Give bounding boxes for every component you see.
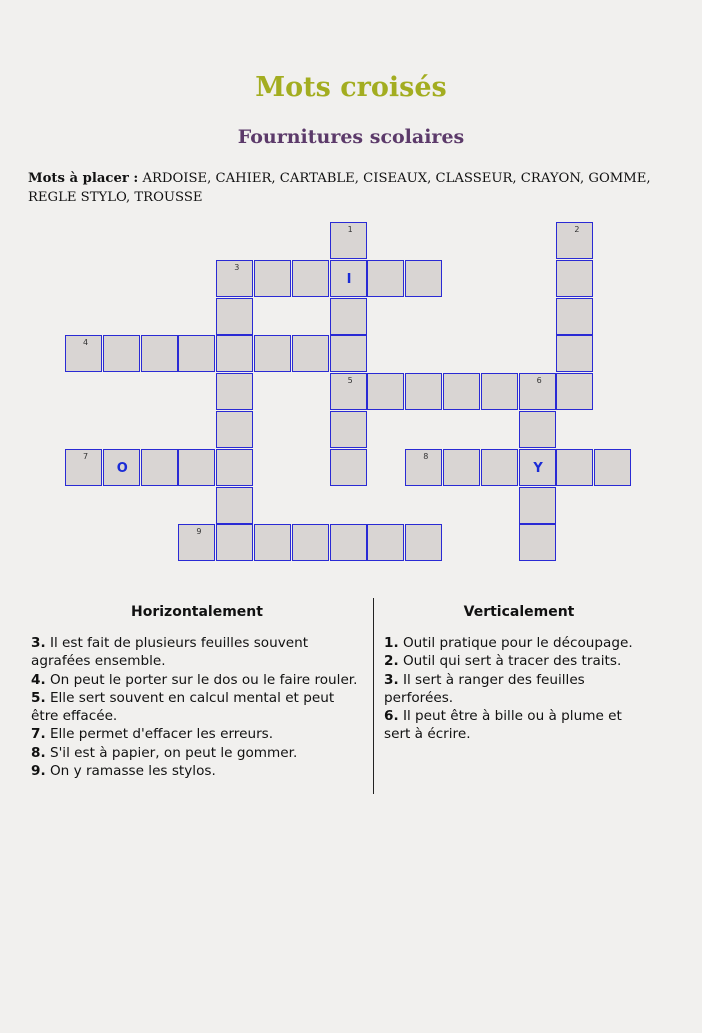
grid-cell[interactable] bbox=[178, 449, 215, 486]
grid-cell[interactable] bbox=[556, 260, 593, 297]
grid-cell[interactable] bbox=[65, 335, 102, 372]
clue-number: 6 bbox=[536, 376, 542, 386]
clue-line bbox=[31, 689, 371, 707]
grid-cell[interactable] bbox=[556, 298, 593, 335]
grid-cell[interactable] bbox=[405, 260, 442, 297]
clue-number: 7 bbox=[83, 451, 89, 461]
clue-number-label: 1. bbox=[384, 635, 399, 651]
grid-cell[interactable] bbox=[178, 335, 215, 372]
clue-text: perforées. bbox=[384, 689, 454, 706]
grid-cell[interactable] bbox=[405, 449, 442, 486]
grid-cell[interactable] bbox=[216, 335, 253, 372]
column-divider bbox=[373, 598, 374, 794]
grid-cell[interactable] bbox=[519, 373, 556, 410]
horizontal-heading: Horizontalement bbox=[131, 604, 263, 620]
grid-cell[interactable] bbox=[330, 335, 367, 372]
grid-cell[interactable] bbox=[141, 449, 178, 486]
grid-cell[interactable] bbox=[103, 335, 140, 372]
clue-line bbox=[384, 725, 684, 743]
clue-line bbox=[31, 744, 371, 762]
grid-cell[interactable] bbox=[216, 449, 253, 486]
grid-cell[interactable] bbox=[556, 449, 593, 486]
grid-cell[interactable] bbox=[367, 260, 404, 297]
grid-cell[interactable] bbox=[330, 449, 367, 486]
clue-line bbox=[384, 689, 684, 707]
grid-cell[interactable] bbox=[594, 449, 631, 486]
word-list-words: ARDOISE, CAHIER, CARTABLE, CISEAUX, CLASSEUR, CRAYON, GOMME, REGLE STYLO, TROUSSE bbox=[28, 171, 651, 205]
clue-text: Il sert à ranger des feuilles bbox=[398, 671, 585, 688]
clue-number: 9 bbox=[196, 527, 202, 537]
grid-cell[interactable] bbox=[330, 411, 367, 448]
grid-cell[interactable] bbox=[481, 449, 518, 486]
grid-cell[interactable] bbox=[292, 335, 329, 372]
page-title: Mots croisés bbox=[255, 72, 447, 103]
clue-text: Elle sert souvent en calcul mental et peut bbox=[45, 689, 335, 706]
grid-cell[interactable] bbox=[216, 487, 253, 524]
grid-cell[interactable] bbox=[254, 524, 291, 561]
clue-line bbox=[384, 652, 684, 670]
grid-cell[interactable] bbox=[519, 487, 556, 524]
grid-cell[interactable] bbox=[405, 524, 442, 561]
clue-number: 8 bbox=[423, 451, 429, 461]
grid-cell[interactable] bbox=[556, 373, 593, 410]
clue-line bbox=[31, 725, 371, 743]
grid-cell[interactable] bbox=[330, 373, 367, 410]
clue-line bbox=[384, 634, 684, 652]
grid-cell[interactable] bbox=[405, 373, 442, 410]
grid-cell[interactable] bbox=[216, 298, 253, 335]
grid-cell[interactable] bbox=[141, 335, 178, 372]
word-list bbox=[28, 169, 688, 207]
clue-number-label: 4. bbox=[31, 671, 46, 688]
clue-line bbox=[31, 652, 371, 670]
clue-number-label: 3. bbox=[31, 635, 46, 651]
grid-cell[interactable] bbox=[519, 524, 556, 561]
clue-number-label: 3. bbox=[384, 671, 399, 688]
clue-text: Outil pratique pour le découpage. bbox=[398, 635, 633, 651]
given-letter: I bbox=[346, 271, 352, 287]
grid-cell[interactable] bbox=[65, 449, 102, 486]
grid-cell[interactable] bbox=[330, 222, 367, 259]
clue-text: agrafées ensemble. bbox=[31, 653, 166, 670]
grid-cell[interactable] bbox=[330, 298, 367, 335]
clue-number-label: 7. bbox=[31, 726, 46, 743]
clue-number: 4 bbox=[83, 338, 89, 348]
clue-text: être effacée. bbox=[31, 708, 118, 725]
grid-cell[interactable] bbox=[216, 411, 253, 448]
clue-number: 2 bbox=[574, 225, 580, 234]
clue-text: S'il est à papier, on peut le gommer. bbox=[45, 744, 298, 761]
grid-cell[interactable] bbox=[443, 373, 480, 410]
clue-number: 1 bbox=[347, 225, 353, 234]
clue-number: 5 bbox=[347, 376, 353, 386]
grid-cell[interactable] bbox=[178, 524, 215, 561]
grid-cell[interactable] bbox=[519, 449, 556, 486]
page-subtitle: Fournitures scolaires bbox=[237, 126, 465, 148]
horizontal-clues bbox=[31, 634, 371, 780]
clue-line bbox=[31, 671, 371, 689]
clue-line bbox=[31, 707, 371, 725]
grid-cell[interactable] bbox=[519, 411, 556, 448]
clue-text: Il peut être à bille ou à plume et bbox=[398, 708, 622, 725]
grid-cell[interactable] bbox=[103, 449, 140, 486]
clue-text: Outil qui sert à tracer des traits. bbox=[398, 653, 622, 670]
grid-cell[interactable] bbox=[556, 335, 593, 372]
vertical-heading: Verticalement bbox=[463, 604, 575, 620]
grid-cell[interactable] bbox=[292, 524, 329, 561]
word-list-label: Mots à placer : bbox=[28, 171, 139, 186]
grid-cell[interactable] bbox=[367, 373, 404, 410]
grid-cell[interactable] bbox=[367, 524, 404, 561]
grid-cell[interactable] bbox=[254, 260, 291, 297]
grid-cell[interactable] bbox=[481, 373, 518, 410]
grid-cell[interactable] bbox=[330, 260, 367, 297]
clue-number-label: 6. bbox=[384, 708, 399, 725]
vertical-clues bbox=[384, 634, 684, 744]
clue-line bbox=[384, 707, 684, 725]
clue-line bbox=[384, 671, 684, 689]
grid-cell[interactable] bbox=[292, 260, 329, 297]
given-letter: Y bbox=[533, 460, 543, 476]
grid-cell[interactable] bbox=[216, 524, 253, 561]
clue-text: Elle permet d'effacer les erreurs. bbox=[45, 726, 274, 743]
given-letter: O bbox=[116, 460, 128, 476]
grid-cell[interactable] bbox=[216, 260, 253, 297]
clue-line bbox=[31, 634, 371, 652]
grid-cell[interactable] bbox=[443, 449, 480, 486]
grid-cell[interactable] bbox=[216, 373, 253, 410]
clue-text: sert à écrire. bbox=[384, 726, 471, 743]
clue-line bbox=[31, 762, 371, 780]
clue-number-label: 5. bbox=[31, 689, 46, 706]
clue-number-label: 9. bbox=[31, 763, 46, 780]
grid-cell[interactable] bbox=[556, 222, 593, 259]
grid-cell[interactable] bbox=[330, 524, 367, 561]
clue-text: On peut le porter sur le dos ou le faire rouler. bbox=[45, 671, 358, 688]
clue-text: Il est fait de plusieurs feuilles souvent bbox=[45, 635, 309, 651]
clue-number-label: 8. bbox=[31, 744, 46, 761]
grid-cell[interactable] bbox=[254, 335, 291, 372]
clue-text: On y ramasse les stylos. bbox=[45, 763, 216, 780]
clue-number: 3 bbox=[234, 262, 240, 272]
clue-number-label: 2. bbox=[384, 653, 399, 670]
